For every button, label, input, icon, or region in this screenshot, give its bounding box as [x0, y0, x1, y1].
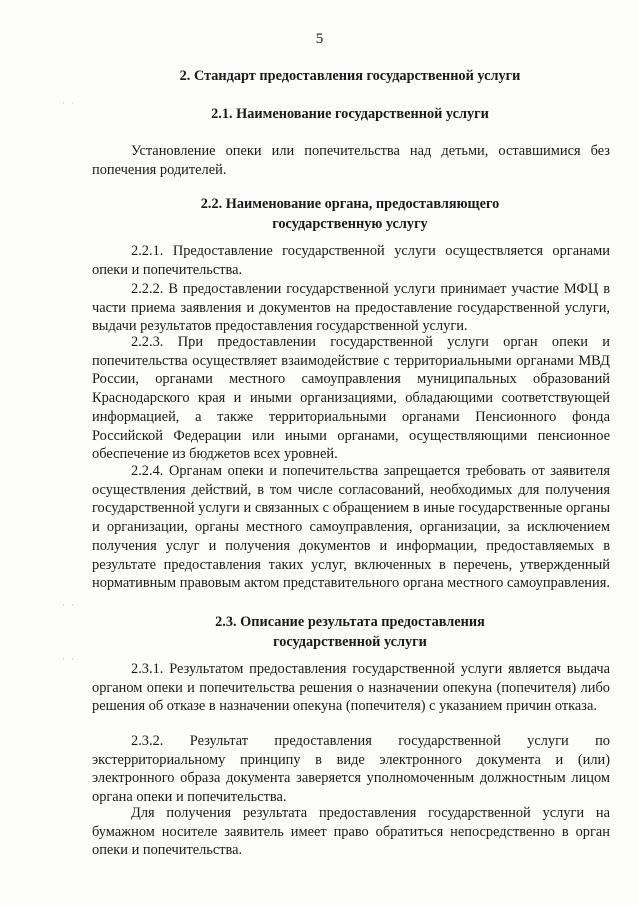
paragraph-2-3-1: 2.3.1. Результатом предоставления государственной услуги является выдача органом опеки и попечительства решения о назначении опекуна (попечителя) либо решения об отказе в назначении опекуна (попечителя) с указанием причин отказа.: [92, 661, 610, 715]
paragraph-2-2-2: 2.2.2. В предоставлении государственной услуги принимает участие МФЦ в части приема заявления и документов на предоставление государственной услуги, выдачи результатов предоставления государственной услуги.: [92, 281, 610, 335]
section-2-2-heading-line1: 2.2. Наименование органа, предоставляющего: [200, 196, 500, 212]
section-2-heading: 2. Стандарт предоставления государственной услуги: [179, 68, 521, 84]
paragraph-2-2-1: 2.2.1. Предоставление государственной услуги осуществляется органами опеки и попечительства.: [92, 243, 610, 278]
paragraph-paper-result: Для получения результата предоставления государственной услуги на бумажном носителе заявитель имеет право обратиться непосредственно в орган опеки и попечительства.: [92, 805, 610, 859]
scan-artifact: · ·: [62, 654, 77, 664]
scan-artifact: · ·: [62, 98, 77, 108]
section-2-1-heading: 2.1. Наименование государственной услуги: [211, 106, 489, 122]
section-2-1-text: Установление опеки или попечительства над детьми, оставшимися без попечения родителей.: [92, 143, 610, 178]
section-2-3-heading-line2: государственной услуги: [273, 634, 427, 650]
paragraph-2-2-4: 2.2.4. Органам опеки и попечительства запрещается требовать от заявителя осуществления действий, в том числе согласований, необходимых для получения государственной услуги и связанных с обращением в иные государственные органы и организации, органы местного самоуправления, организации, за исключением получения услуг и получения документов и информации, предоставляемых в результате предоставления таких услуг, включенных в перечень, утвержденный нормативным правовым актом представительного органа местного самоуправления.: [92, 463, 610, 592]
section-2-2-heading: [100, 194, 600, 234]
paragraph-2-2-3: 2.2.3. При предоставлении государственной услуги орган опеки и попечительства осуществляет взаимодействие с территориальными органами МВД России, органами местного самоуправления муниципальных образований Краснодарского края и иными организациями, обладающими соответствующей информацией, а также территориальными органами Пенсионного фонда Российской Федерации или иными органами, осуществляющими пенсионное обеспечение из бюджетов всех уровней.: [92, 334, 610, 463]
section-2-2-heading-line2: государственную услугу: [272, 216, 428, 232]
section-2-3-heading-line1: 2.3. Описание результата предоставления: [215, 614, 485, 630]
section-2-3-heading: [100, 612, 600, 652]
page-number: 5: [315, 31, 324, 47]
paragraph-2-3-2: 2.3.2. Результат предоставления государственной услуги по экстерриториальному принципу в виде электронного документа и (или) электронного образа документа заверяется уполномоченным должностным лицом органа опеки и попечительства.: [92, 733, 610, 806]
scan-artifact: · ·: [62, 600, 77, 610]
